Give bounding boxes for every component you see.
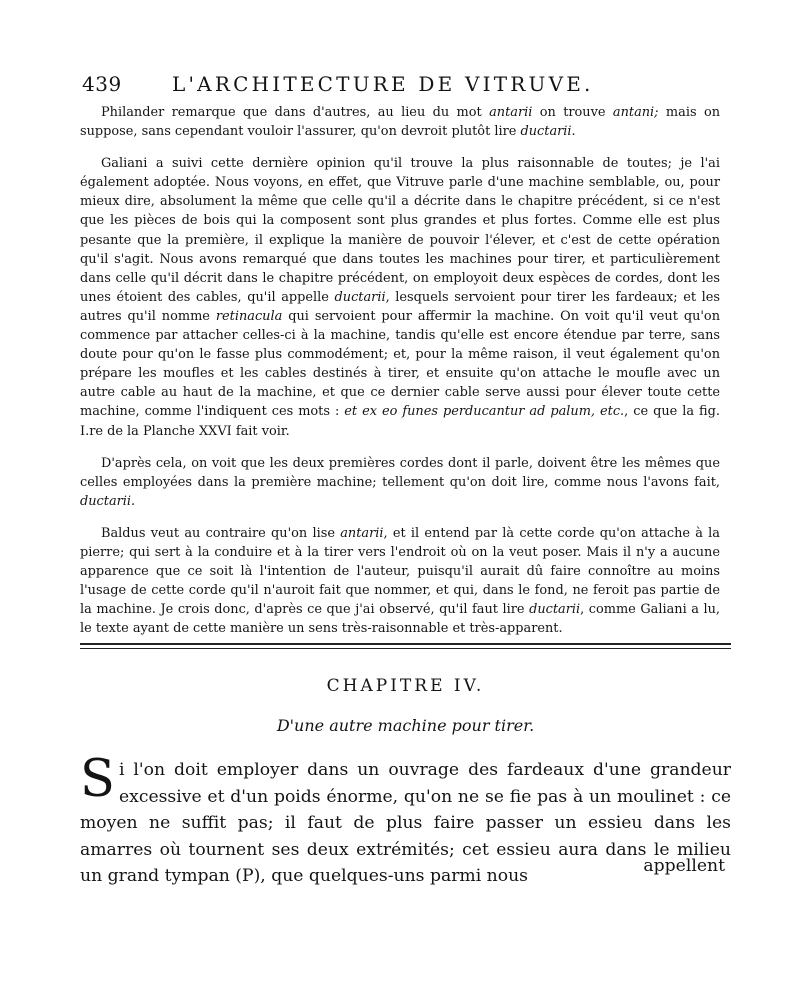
text-run: , ce que la fig. I.re de la Planche XXVI fait voir. <box>80 404 720 439</box>
thin-divider-rule <box>80 648 731 649</box>
text-run: D'après cela, on voit que les deux premières cordes dont il parle, doivent être les mêmes que celles employées dans la première machine; tellement qu'on doit lire, comme nous l'avons fait, <box>80 455 720 490</box>
italic-term: ductarii <box>334 289 386 305</box>
paragraph-galiani <box>80 154 720 440</box>
text-run: , lesquels servoient pour tirer les fardeaux; et les autres qu'il nomme <box>80 289 720 324</box>
text-run: , comme Galiani a lu, le texte ayant de cette manière un sens très-raisonnable et très-apparent. <box>80 602 720 637</box>
text-run: Baldus veut au contraire qu'on lise <box>101 525 341 541</box>
chapter-heading: CHAPITRE IV. <box>326 676 485 696</box>
text-run: Philander remarque que dans d'autres, au lieu du mot <box>101 105 490 120</box>
page-number: 439 <box>82 72 122 96</box>
text-run: qui servoient pour affermir la machine. On voit qu'il veut qu'on commence par attacher celles-ci à la machine, tandis qu'elle est encore étendue par terre, sans doute pour qu'on le fasse plus commodément; et, pour la même raison, il veut également qu'on prépare les moufles et les cables destinés à tirer, et ensuite qu'on attache le moufle avec un autre cable au haut de la machine, et que ce dernier cable serve aussi pour élever toute cette machine, comme l'indiquent ces mots : <box>80 308 720 420</box>
chapter-paragraph-text: i l'on doit employer dans un ouvrage des fardeaux d'une grandeur excessive et d'un poids énorme, qu'on ne se fie pas à un moulinet : ce moyen ne suffit pas; il faut de plus faire passer un essieu dans les amarres où tournent ses deux extrémités; cet essieu aura dans le milieu un grand tympan (P), que quelques-uns parmi nous <box>80 760 731 886</box>
drop-cap-letter: S <box>80 750 115 809</box>
paragraph-baldus <box>80 524 720 639</box>
thick-divider-rule <box>80 643 731 645</box>
catchword: appellent <box>643 856 725 876</box>
italic-term: antarii <box>340 525 384 541</box>
italic-term: antani; <box>612 105 659 120</box>
text-run: Galiani a suivi cette dernière opinion qu'il trouve la plus raisonnable de toutes; je l'ai également adoptée. Nous voyons, en effet, que Vitruve parle d'une machine semblable, ou, pour mieux dire, absolument la même que celle qu'il a décrite dans le chapitre précédent, si ce n'est que les pièces de bois qui la composent sont plus grandes et plus fortes. Comme elle est plus pesante que la première, il explique la manière de pouvoir l'élever, et c'est de cette opération qu'il s'agit. Nous avons remarqué que dans toutes les machines pour tirer, et particulièrement dans celle qu'il décrit dans le chapitre précédent, on employoit deux espèces de cordes, dont les unes étoient des cables, qu'il appelle <box>80 156 720 305</box>
commentary-section <box>80 103 720 638</box>
italic-term: ductarii. <box>80 493 136 509</box>
running-header <box>80 72 720 102</box>
text-run: , et il entend par là cette corde qu'on attache à la pierre; qui sert à la conduire et à la tirer vers l'endroit où on la veut poser. Mais il n'y a aucune apparence que ce soit là l'intention de l'auteur, puisqu'il aurait dû faire connoître au moins l'usage de cette corde qu'il n'auroit fait que nommer, et qui, dans le fond, ne feroit pas partie de la machine. Je crois donc, d'après ce que j'ai observé, qu'il faut lire <box>80 525 720 618</box>
italic-term: ductarii <box>529 602 581 618</box>
running-title: L'ARCHITECTURE DE VITRUVE. <box>172 72 594 96</box>
italic-term: retinacula <box>215 308 283 324</box>
italic-term: ductarii. <box>520 124 576 140</box>
paragraph-philander <box>80 103 720 141</box>
italic-term: et ex eo funes perducantur ad palum, etc. <box>344 404 625 420</box>
italic-term: antarii <box>489 105 533 120</box>
paragraph-d-apres-cela <box>80 454 720 511</box>
text-run: on trouve <box>532 105 613 120</box>
text-run: mais on suppose, sans cependant vouloir l'assurer, qu'on devroit plutôt lire <box>80 105 721 140</box>
chapter-subtitle: D'une autre machine pour tirer. <box>276 716 535 735</box>
